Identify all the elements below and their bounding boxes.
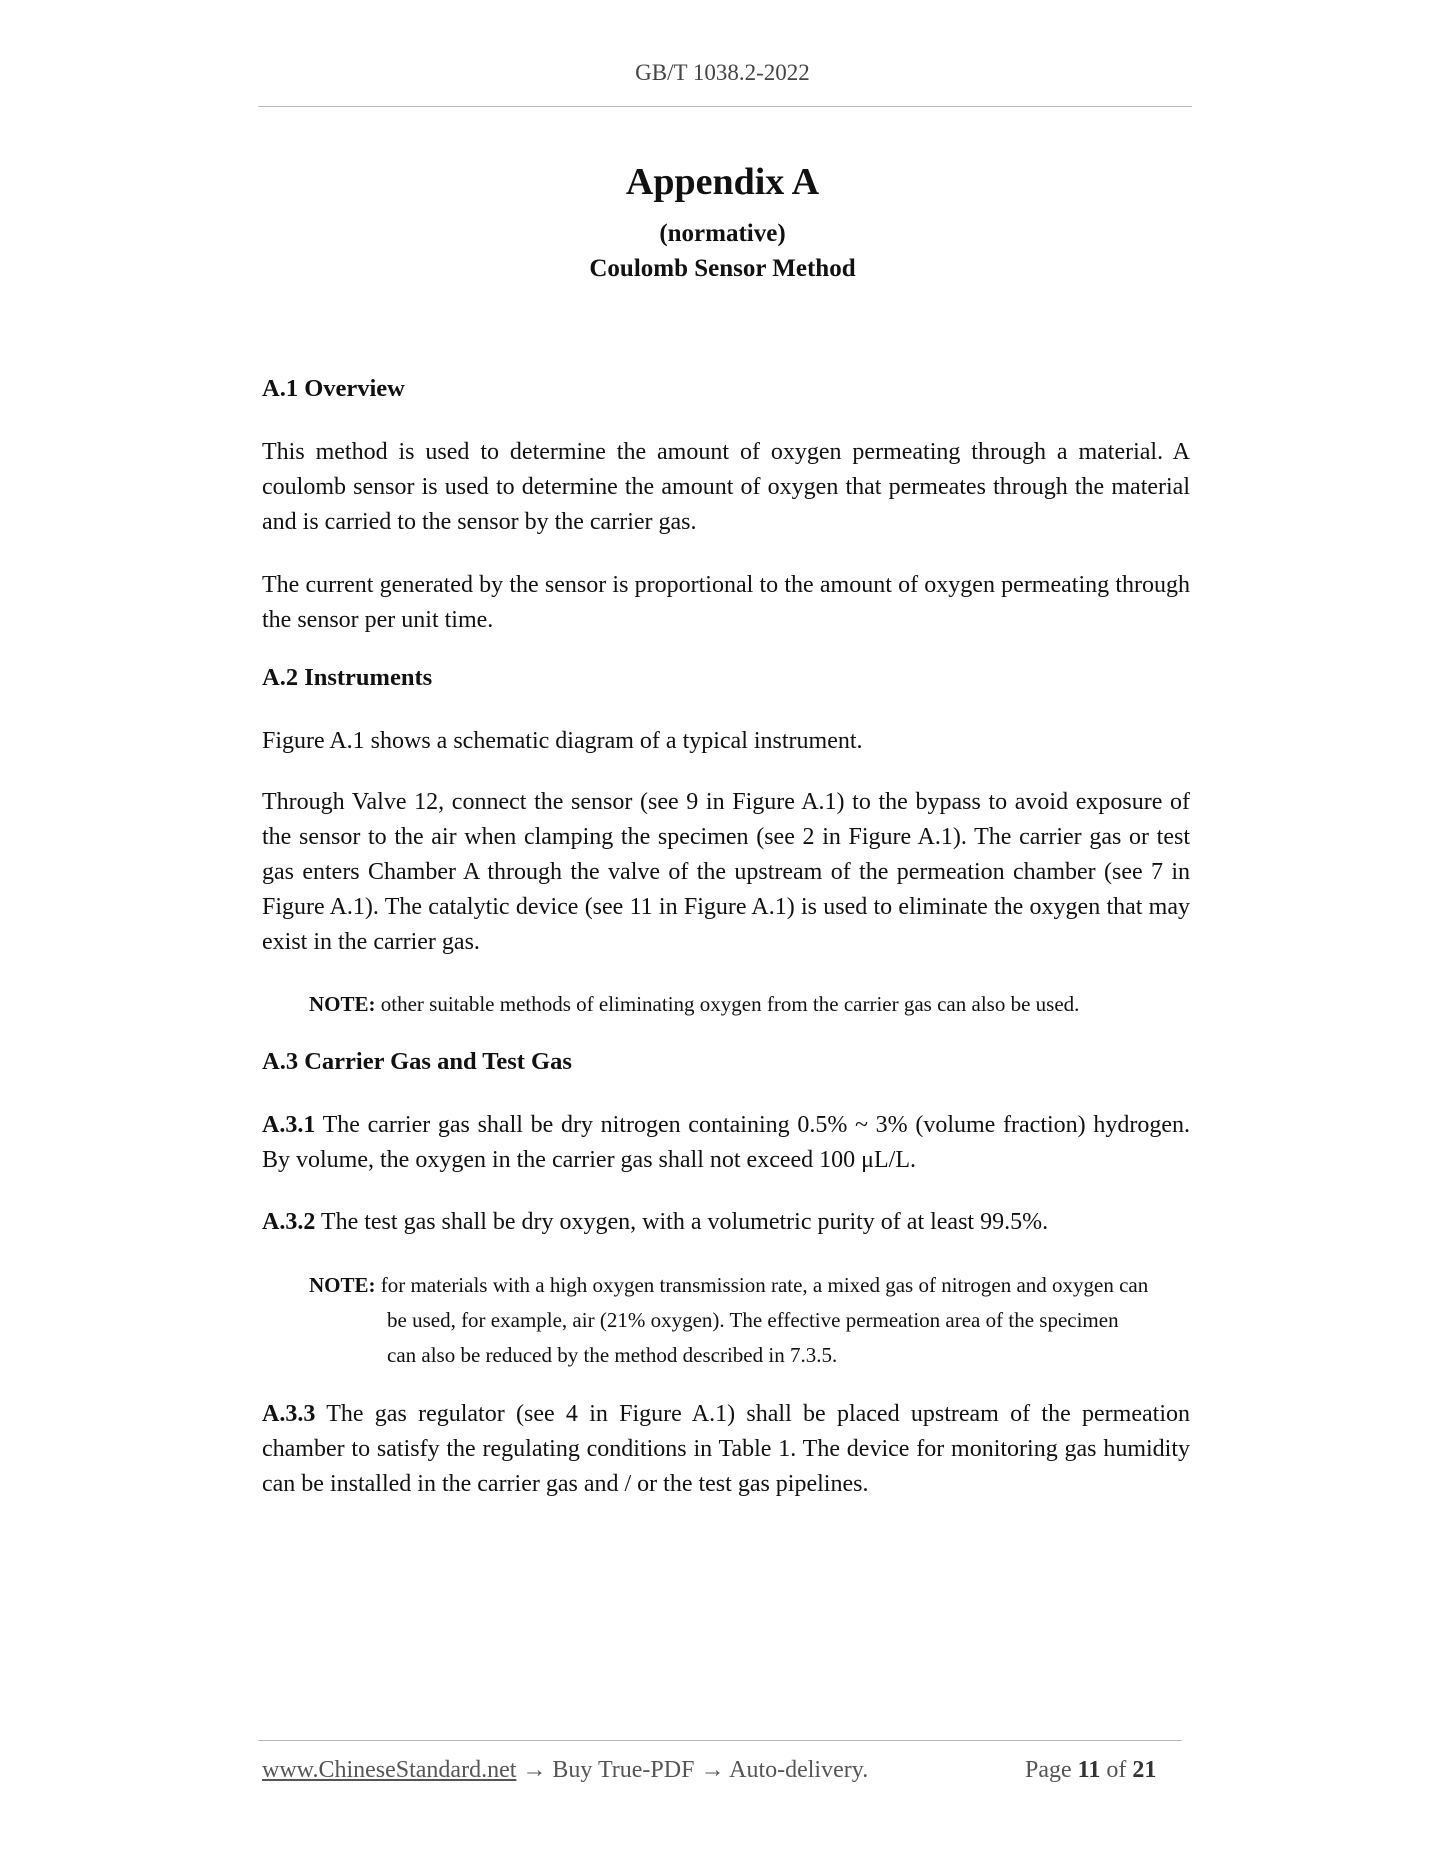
- appendix-type: (normative): [659, 220, 786, 247]
- clause-text: The carrier gas shall be dry nitrogen containing 0.5% ~ 3% (volume fraction) hydrogen. By volume, the oxygen in the carrier gas shall not exceed 100 μL/L.: [262, 1112, 1190, 1173]
- clause-number: A.3.3: [262, 1401, 316, 1427]
- clause-text: The gas regulator (see 4 in Figure A.1) shall be placed upstream of the permeation chamber to satisfy the regulating conditions in Table 1. The device for monitoring gas humidity can be installed in the carrier gas and / or the test gas pipelines.: [262, 1401, 1190, 1497]
- footer-site-link[interactable]: www.ChineseStandard.net: [262, 1757, 517, 1783]
- paragraph: Through Valve 12, connect the sensor (see 9 in Figure A.1) to the bypass to avoid exposure of the sensor to the air when clamping the specimen (see 2 in Figure A.1). The carrier gas or test gas enters Chamber A through the valve of the upstream of the permeation chamber (see 7 in Figure A.1). The catalytic device (see 11 in Figure A.1) is used to eliminate the oxygen that may exist in the carrier gas.: [262, 789, 1190, 955]
- note-label: NOTE:: [309, 1273, 376, 1297]
- clause-a32: [262, 1205, 1190, 1240]
- paragraph: The current generated by the sensor is proportional to the amount of oxygen permeating through the sensor per unit time.: [262, 572, 1190, 633]
- note-a2: [309, 987, 1189, 1022]
- page-indicator: [1025, 1757, 1156, 1784]
- clause-text: The test gas shall be dry oxygen, with a volumetric purity of at least 99.5%.: [320, 1209, 1049, 1235]
- clause-number: A.3.2: [262, 1209, 316, 1235]
- paragraph: This method is used to determine the amount of oxygen permeating through a material. A coulomb sensor is used to determine the amount of oxygen that permeates through the material and is carried to the sensor by the carrier gas.: [262, 439, 1190, 535]
- section-a2-paragraph-1: [262, 724, 1190, 759]
- section-a1-paragraph-2: [262, 568, 1190, 638]
- header-standard-code: GB/T 1038.2-2022: [635, 60, 810, 85]
- note-line-3: can also be reduced by the method described in 7.3.5.: [387, 1343, 838, 1367]
- note-line-2: be used, for example, air (21% oxygen). The effective permeation area of the specimen: [387, 1308, 1119, 1332]
- clause-number: A.3.1: [262, 1112, 316, 1138]
- clause-a31: [262, 1108, 1190, 1178]
- clause-a33: [262, 1397, 1190, 1502]
- section-a1-paragraph-1: [262, 435, 1190, 540]
- paragraph: Figure A.1 shows a schematic diagram of a typical instrument.: [262, 728, 863, 754]
- of-label: of: [1106, 1757, 1127, 1783]
- section-heading-a3: A.3 Carrier Gas and Test Gas: [262, 1048, 572, 1075]
- page-total: 21: [1132, 1757, 1157, 1783]
- note-line-1: for materials with a high oxygen transmission rate, a mixed gas of nitrogen and oxygen can: [380, 1273, 1149, 1297]
- page-label: Page: [1025, 1757, 1072, 1783]
- appendix-name: Coulomb Sensor Method: [589, 255, 856, 282]
- appendix-title: Appendix A: [625, 161, 820, 203]
- footer-promo-text: → Buy True-PDF → Auto-delivery.: [516, 1757, 869, 1783]
- note-label: NOTE:: [309, 992, 376, 1016]
- note-a3: [309, 1268, 1189, 1373]
- note-text: other suitable methods of eliminating oxygen from the carrier gas can also be used.: [380, 992, 1080, 1016]
- footer-divider: [258, 1740, 1182, 1741]
- section-a2-paragraph-2: [262, 785, 1190, 960]
- header-divider: [258, 106, 1192, 107]
- page-number: 11: [1077, 1757, 1101, 1783]
- footer-promo: [262, 1757, 868, 1784]
- section-heading-a1: A.1 Overview: [262, 375, 405, 402]
- section-heading-a2: A.2 Instruments: [262, 664, 433, 691]
